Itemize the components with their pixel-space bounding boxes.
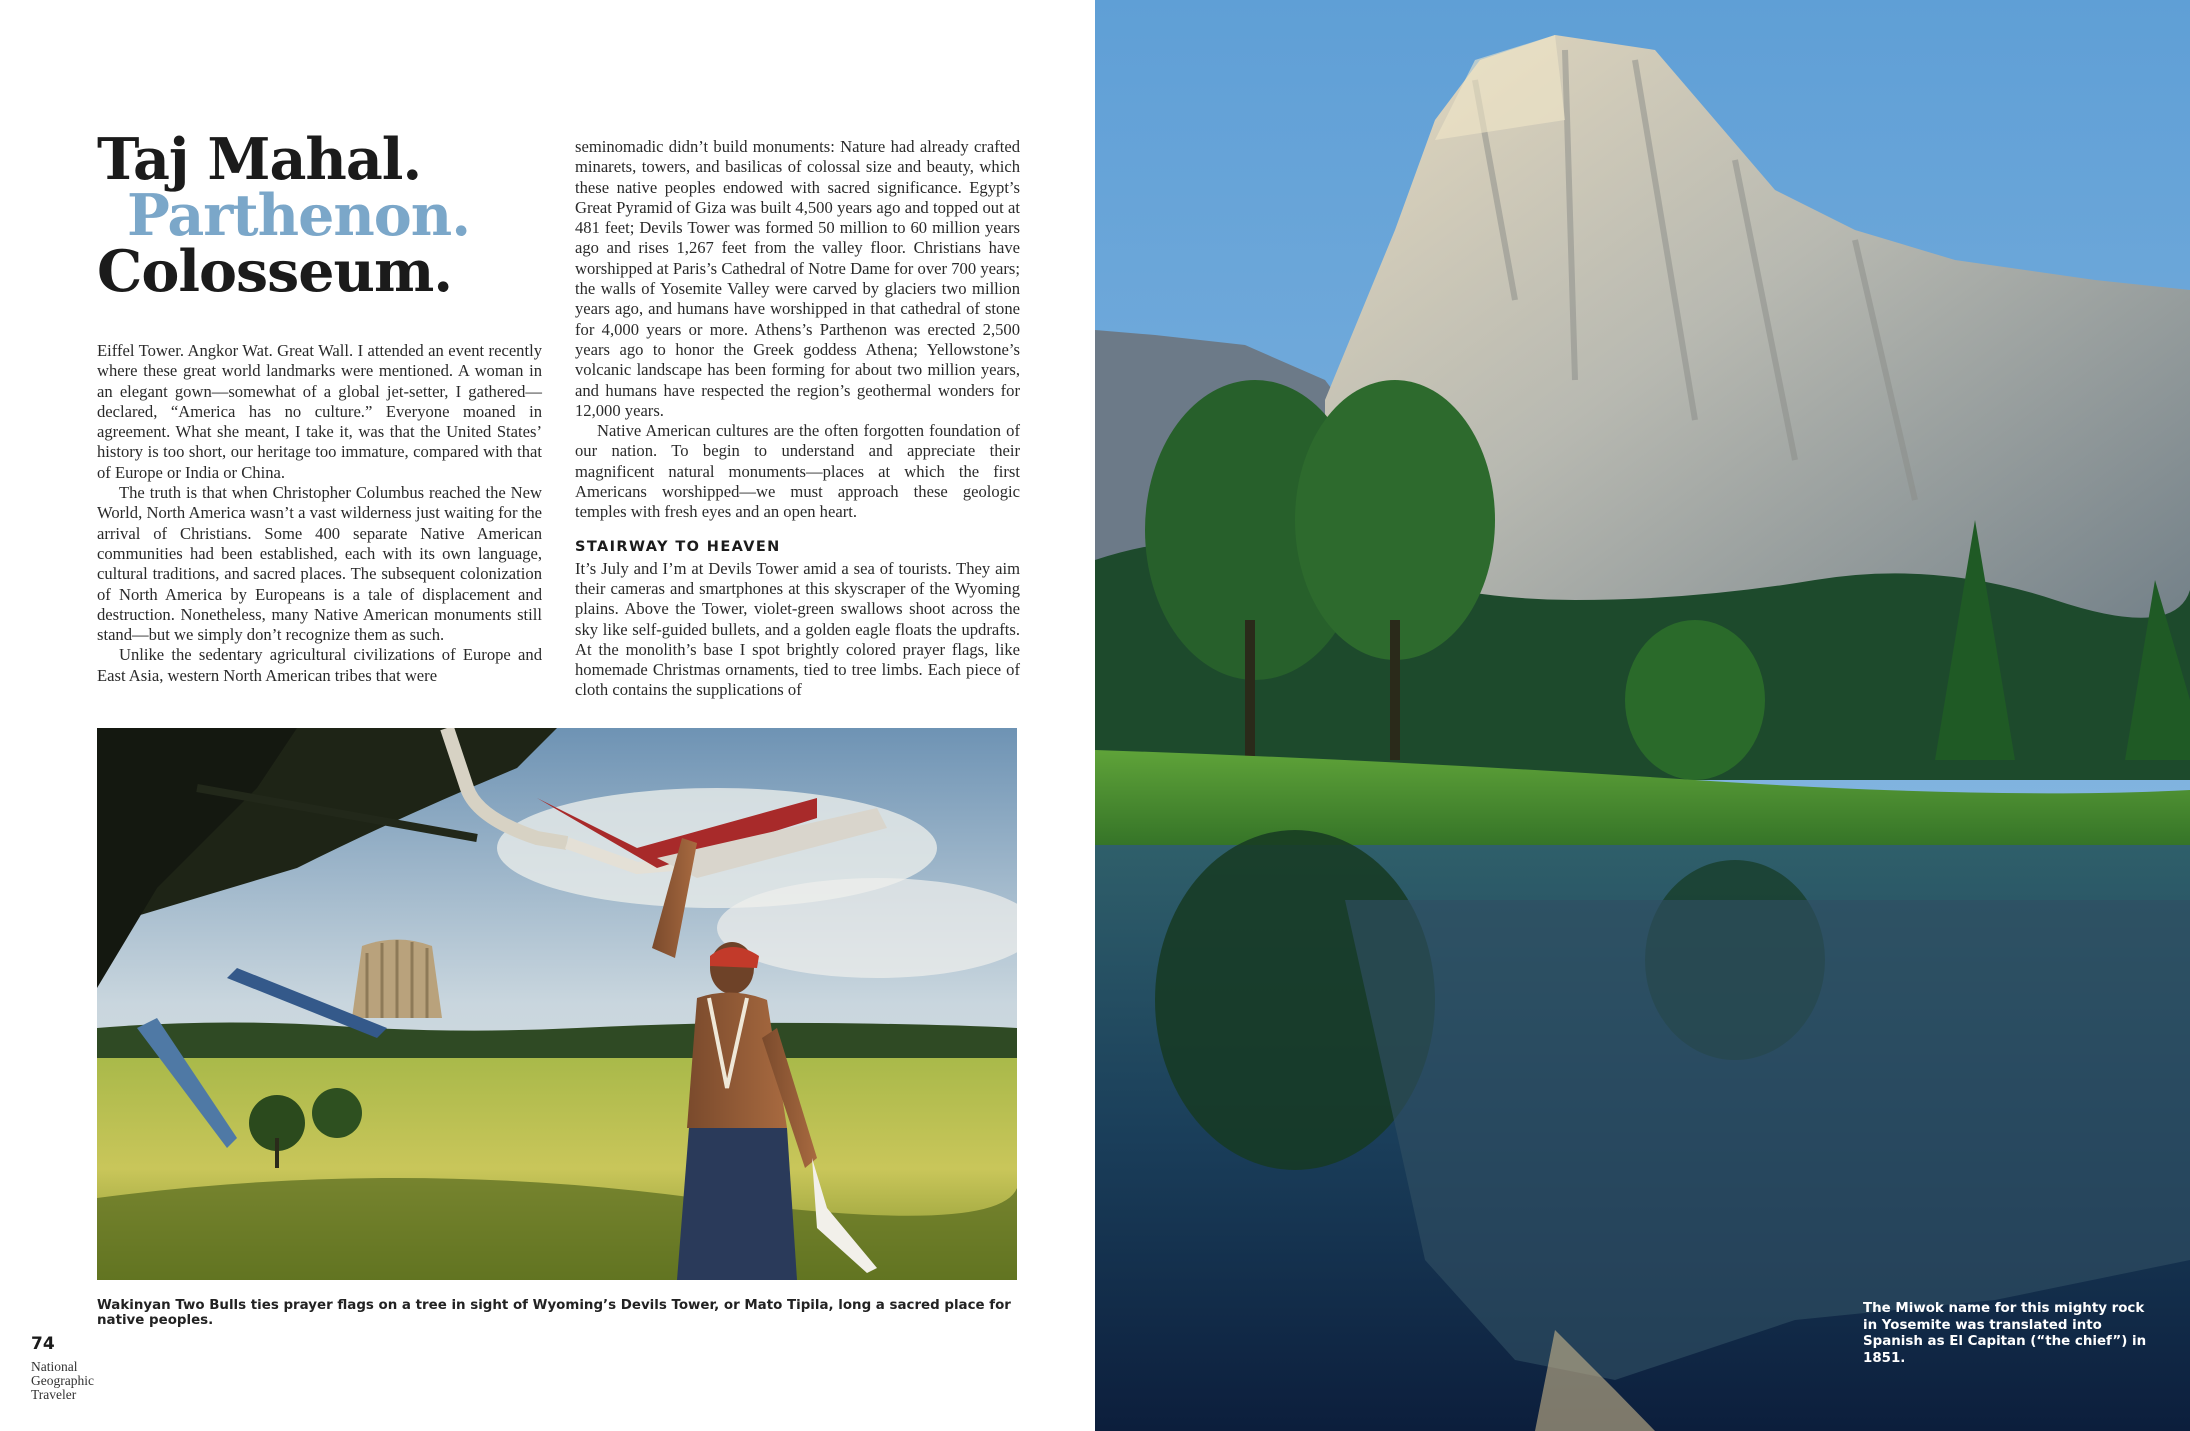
body-column-2 (575, 137, 1020, 701)
page-number: 74 (31, 1334, 55, 1354)
headline-line-3: Colosseum. (97, 238, 453, 305)
magazine-name: National Geographic Traveler (31, 1359, 94, 1402)
headline-line-1: Taj Mahal. (97, 126, 422, 193)
photo-caption-right: The Miwok name for this mighty rock in Yosemite was translated into Spanish as El Capitan (“the chief”) in 1851. (1863, 1301, 2147, 1366)
paragraph: Eiffel Tower. Angkor Wat. Great Wall. I attended an event recently where these great world landmarks were mentioned. A woman in an elegant gown—somewhat of a global jet-setter, I gathered—declared, “America has no culture.” Everyone moaned in agreement. What she meant, I take it, was that the United States’ history is too short, our heritage too immature, compared with that of Europe or India or China. (97, 341, 542, 482)
headline-line-2: Parthenon. (127, 182, 471, 249)
paragraph: seminomadic didn’t build monuments: Nature had already crafted minarets, towers, and basilicas of colossal size and beauty, which these native peoples endowed with sacred significance. Egypt’s Great Pyramid of Giza was built 4,500 years ago and topped out at 481 feet; Devils Tower was formed 50 million to 60 million years ago and rises 1,267 feet from the valley floor. Christians have worshipped at Paris’s Cathedral of Notre Dame for over 700 years; the walls of Yosemite Valley were carved by glaciers two million years ago, and humans have worshipped in that cathedral of stone for 4,000 years or more. Athens’s Parthenon was erected 2,500 years ago to honor the Greek goddess Athena; Yellowstone’s volcanic landscape has been forming for about two million years, and humans have respected the region’s geothermal wonders for 12,000 years. (575, 137, 1020, 420)
paragraph: Unlike the sedentary agricultural civilizations of Europe and East Asia, western North American tribes that were (97, 645, 542, 685)
photo-prayer-flags-devils-tower (97, 728, 1017, 1280)
body-column-1 (97, 341, 542, 686)
section-subhead: STAIRWAY TO HEAVEN (575, 538, 781, 555)
photo-caption-left: Wakinyan Two Bulls ties prayer flags on a tree in sight of Wyoming’s Devils Tower, or Mato Tipila, long a sacred place for native peoples. (97, 1298, 1011, 1328)
photo-el-capitan-yosemite (1095, 0, 2190, 1431)
paragraph: It’s July and I’m at Devils Tower amid a sea of tourists. They aim their cameras and smartphones at this skyscraper of the Wyoming plains. Above the Tower, violet-green swallows shoot across the sky like self-guided bullets, and a golden eagle floats the updrafts. At the monolith’s base I spot brightly colored prayer flags, like homemade Christmas ornaments, tied to tree limbs. Each piece of cloth contains the supplications of (575, 558, 1020, 700)
paragraph: Native American cultures are the often forgotten foundation of our nation. To begin to understand and appreciate their magnificent natural monuments—places at which the first Americans worshipped—we must approach these geologic temples with fresh eyes and an open heart. (575, 421, 1020, 522)
headline (97, 126, 617, 305)
paragraph: The truth is that when Christopher Columbus reached the New World, North America wasn’t a vast wilderness just waiting for the arrival of Christians. Some 400 separate Native American communities had been established, each with its own language, cultural traditions, and sacred places. The subsequent colonization of North America by Europeans is a tale of displacement and destruction. Nonetheless, many Native American monuments still stand—but we simply don’t recognize them as such. (97, 483, 542, 645)
